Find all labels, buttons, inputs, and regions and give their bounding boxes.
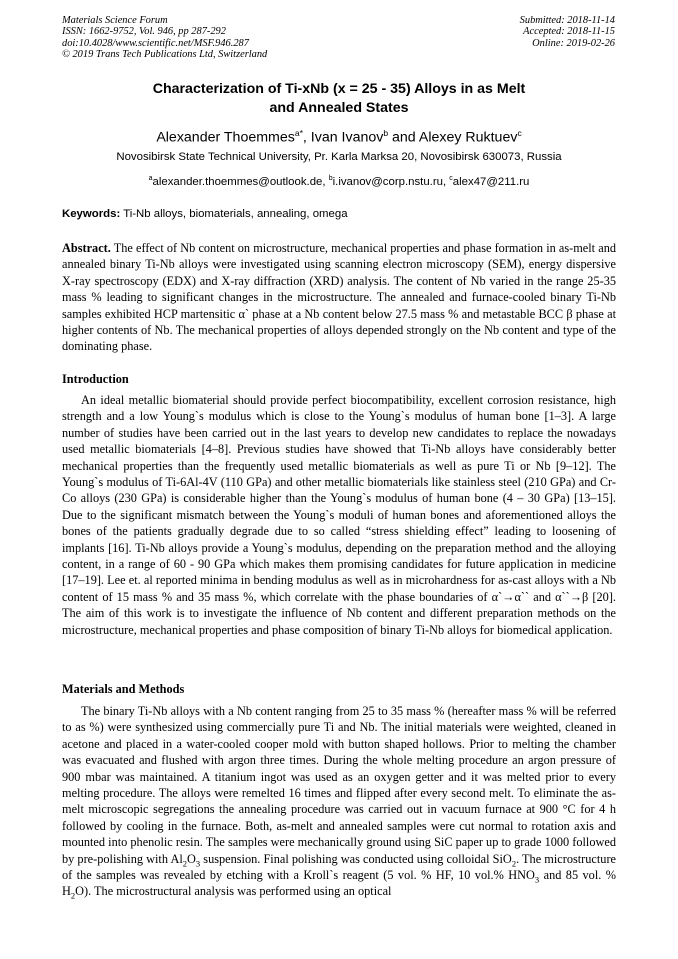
subscript: 3	[534, 874, 540, 885]
methods-text: O). The microstructural analysis was performed using an optical	[75, 884, 392, 899]
author-separator: ,	[302, 129, 311, 146]
abstract-text: The effect of Nb content on microstructure, mechanical properties and phase formation in as-melt and annealed binary Ti-Nb alloys were investigated using scanning electron microscopy (SEM), energy dispersive X-ray spectroscopy (EDX) and X-ray diffraction (XRD) analysis. The content of Nb varied in the range 25-35 mass % leading to significant changes in the microstructure. The annealed and furnace-cooled binary Ti-Nb samples exhibited HCP martensitic α` phase at a Nb content below 27.5 mass % and metastable BCC β phase at higher contents of Nb. The mechanical properties of alloys depended strongly on the Nb content and type of the dominating phase.	[62, 241, 616, 354]
doi-line: doi:10.4028/www.scientific.net/MSF.946.287	[62, 37, 249, 49]
issn-line: ISSN: 1662-9752, Vol. 946, pp 287-292	[62, 26, 226, 38]
subscript: 2	[182, 858, 188, 869]
author-emails	[62, 172, 616, 189]
author-2: Ivan Ivanov	[310, 129, 384, 146]
methods-text: . The microstructure of the samples was revealed by etching with a Kroll`s reagent (5 vol. % HF, 10 vol.% HNO	[62, 851, 617, 883]
methods-heading: Materials and Methods	[62, 682, 185, 696]
email-1: alexander.thoemmes@outlook.de,	[152, 175, 329, 188]
email-3: alex47@211.ru	[452, 175, 530, 188]
methods-text: suspension. Final polishing was conducted using colloidal SiO	[200, 851, 512, 866]
journal-name: Materials Science Forum	[62, 15, 168, 26]
methods-text: O	[187, 851, 196, 866]
title-line-1: Characterization of Ti-xNb (x = 25 - 35) Alloys in as Melt	[152, 81, 526, 97]
abstract	[62, 240, 616, 355]
author-1: Alexander Thoemmes	[156, 129, 295, 146]
subscript: 2	[70, 890, 76, 901]
accepted-date: Accepted: 2018-11-15	[523, 26, 615, 38]
introduction-heading: Introduction	[62, 372, 129, 386]
paper-title	[62, 80, 616, 117]
author-separator: and	[388, 129, 419, 146]
email-3-sup: c	[449, 175, 453, 182]
keywords-label: Keywords:	[62, 208, 121, 220]
email-1-sup: a	[148, 175, 153, 182]
abstract-label: Abstract.	[62, 241, 111, 255]
journal-header-left	[62, 15, 267, 61]
journal-header-right	[520, 15, 615, 49]
email-2: i.ivanov@corp.nstu.ru,	[332, 175, 450, 188]
submitted-date: Submitted: 2018-11-14	[519, 15, 615, 26]
author-list	[62, 124, 616, 147]
introduction-paragraph: An ideal metallic biomaterial should provide perfect biocompatibility, excellent corrosion resistance, high strength and a low Young`s modulus which is close to the Young`s modulus of human bone [1–3]. A large number of studies have been carried out in the last years to develop new candidates to replace the nowadays used metallic biomaterials [4–8]. Previous studies have showed that Ti-Nb alloys have considerably better mechanical properties than the frequently used metallic biomaterials as well as pure Ti or Nb [9–12]. The Young`s modulus of Ti-6Al-4V (110 GPa) and other metallic biomaterials like stainless steel (210 GPa) and Cr-Co alloys (230 GPa) is considerable higher than the Young`s modulus of human bone (4 – 30 GPa) [13–15]. Due to the significant mismatch between the Young`s moduli of human bones and aforementioned alloys the bones of the patients gradually degrade due to so called “stress shielding effect” leading to loosening of implants [16]. Ti-Nb alloys provide a Young`s modulus, depending on the preparation method and the alloying content, in a range of 60 - 90 GPa which makes them promising candidates for future application in medicine [17–19]. Lee et. al reported minima in bending modulus as well as in microhardness for as-cast alloys with a Nb content of 15 mass % and 35 mass %, which correlate with the phase boundaries of α`→α`` and α``→β [20]. The aim of this work is to investigate the influence of Nb content and different preparation methods on the microstructure, mechanical properties and phase composition of binary Ti-Nb alloys for biomedical application.	[62, 393, 616, 637]
subscript: 3	[195, 858, 201, 869]
affiliation: Novosibirsk State Technical University, Pr. Karla Marksa 20, Novosibirsk 630073, Russia	[116, 151, 562, 163]
author-3-sup: c	[517, 128, 522, 138]
methods-paragraph	[62, 703, 616, 900]
title-line-2: and Annealed States	[269, 99, 409, 116]
author-2-sup: b	[383, 128, 389, 138]
author-1-sup: a*	[294, 128, 303, 138]
copyright-line: © 2019 Trans Tech Publications Ltd, Switzerland	[62, 49, 268, 61]
online-date: Online: 2019-02-26	[532, 37, 615, 49]
keywords	[62, 207, 616, 221]
author-3: Alexey Ruktuev	[418, 129, 518, 146]
subscript: 2	[511, 858, 517, 869]
email-2-sup: b	[328, 175, 333, 182]
keywords-text: Ti-Nb alloys, biomaterials, annealing, omega	[120, 208, 348, 220]
methods-text: and 85 vol. % H	[62, 868, 616, 899]
methods-text: The binary Ti-Nb alloys with a Nb content ranging from 25 to 35 mass % (hereafter mass % will be referred to as %) were synthesized using commercially pure Ti and Nb. The initial materials were weighted, cleaned in acetone and placed in a water-cooled cooper mold with button shaped hollows. Prior to melting the chamber was evacuated and flushed with argon three times. During the whole melting procedure an argon pressure of 900 mbar was maintained. A titanium ingot was used as an oxygen getter and it was melted prior to every melting procedure. The alloys were remelted 16 times and flipped after every second melt. To eliminate the as-melt microscopic segregations the annealing procedure was carried out in vacuum furnace at 900 °C for 4 h followed by cooling in the furnace. Both, as-melt and annealed samples were cut normal to rotation axis and mounted into phenolic resin. The samples were mechanically ground using SiC paper up to grade 1000 followed by pre-polishing with Al	[62, 704, 616, 866]
